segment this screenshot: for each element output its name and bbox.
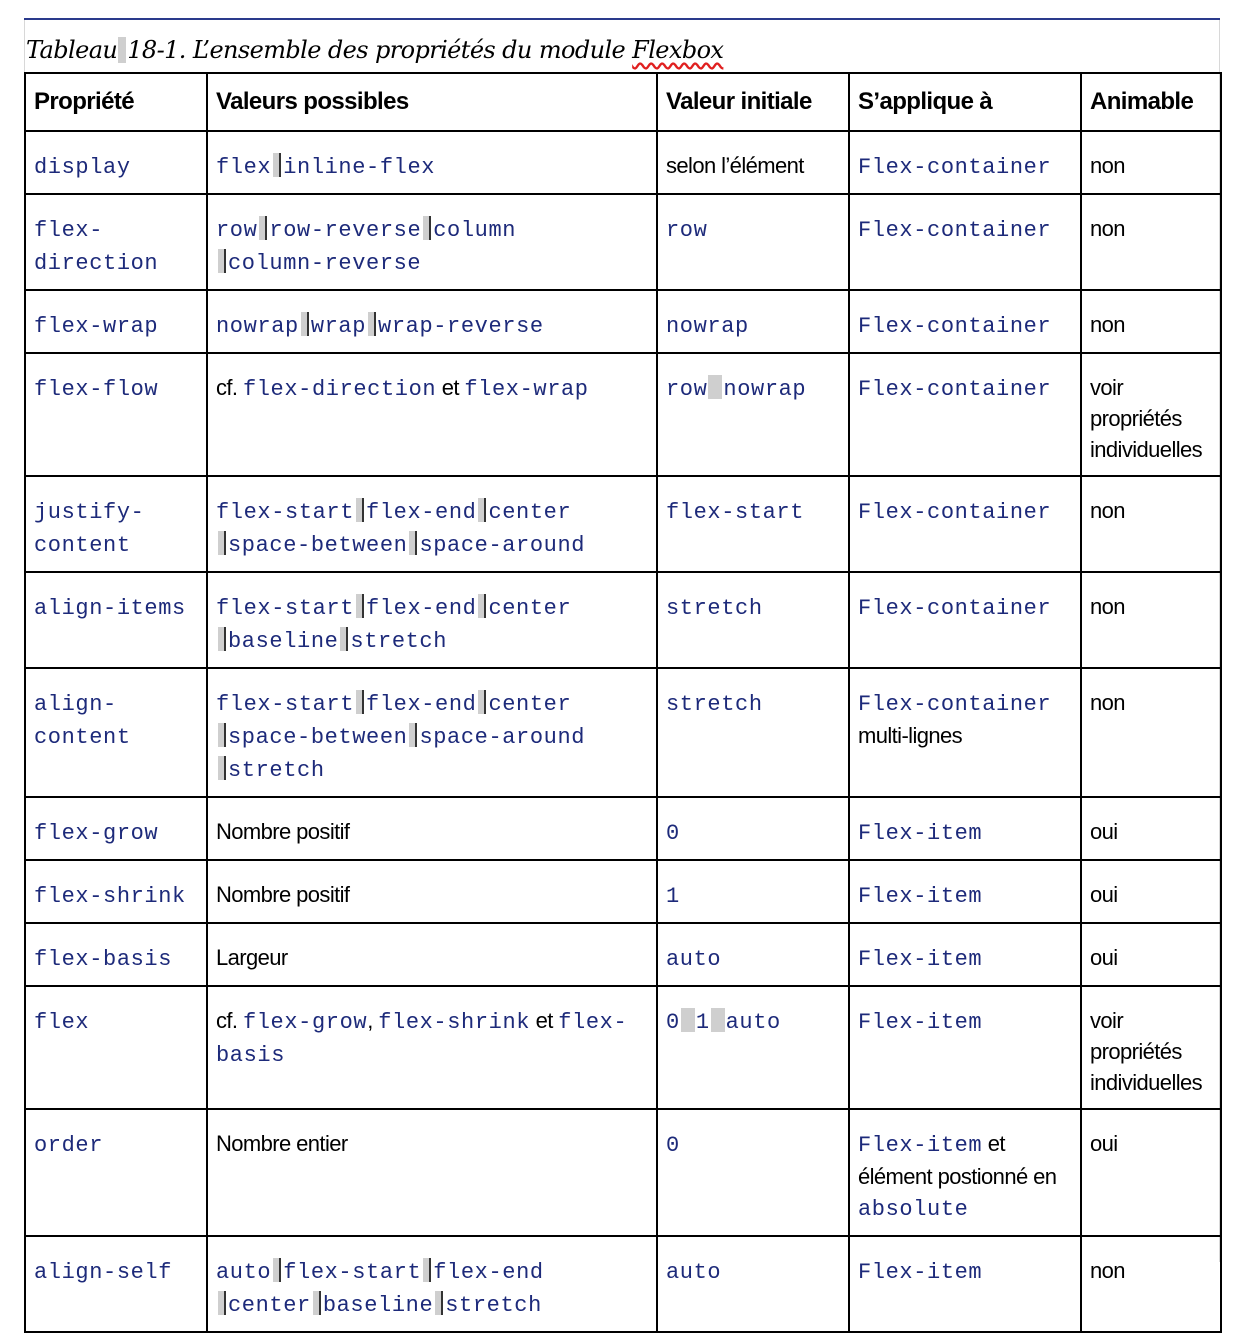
- prop-name: content: [34, 533, 131, 558]
- applies-cell: [849, 1109, 1081, 1236]
- applies-value: Flex-item: [858, 884, 983, 909]
- anim-value: non: [1090, 153, 1125, 178]
- anim-value: propriétés: [1090, 406, 1182, 431]
- prop-name: align-: [34, 692, 117, 717]
- value-token: stretch: [350, 629, 448, 654]
- values-cell: [207, 290, 657, 353]
- caption-title-emphasis: Flexbox: [632, 36, 724, 64]
- value-token: space-around: [419, 533, 586, 558]
- anim-cell: [1081, 476, 1221, 572]
- header-applique: S’applique à: [849, 73, 1081, 131]
- anim-cell: [1081, 986, 1221, 1109]
- anim-value: non: [1090, 498, 1125, 523]
- separator: [218, 756, 226, 780]
- caption-title: 18-1. L’ensemble des propriétés du module: [127, 36, 633, 64]
- applies-value: absolute: [858, 1197, 969, 1222]
- value-token: flex-grow: [242, 1010, 368, 1035]
- value-text: et: [535, 1008, 553, 1033]
- anim-cell: [1081, 1109, 1221, 1236]
- initial-cell: [657, 1109, 849, 1236]
- separator: [409, 723, 417, 747]
- initial-cell: [657, 476, 849, 572]
- initial-cell: [657, 668, 849, 797]
- prop-cell: [25, 797, 207, 860]
- separator: [218, 531, 226, 555]
- initial-cell: [657, 923, 849, 986]
- table-row: [25, 353, 1221, 476]
- initial-cell: [657, 860, 849, 923]
- prop-name: content: [34, 725, 131, 750]
- applies-value: Flex-container: [858, 314, 1052, 339]
- value-token: flex-shrink: [378, 1010, 531, 1035]
- applies-cell: [849, 194, 1081, 290]
- table-row: [25, 131, 1221, 194]
- value-token: wrap: [310, 314, 367, 339]
- value-token: flex-end: [366, 692, 477, 717]
- table-row: [25, 290, 1221, 353]
- applies-value: Flex-item: [858, 821, 983, 846]
- separator: [478, 690, 486, 714]
- prop-cell: [25, 476, 207, 572]
- separator: [356, 594, 364, 618]
- value-token: flex-: [558, 1010, 628, 1035]
- applies-cell: [849, 290, 1081, 353]
- initial-value: 1: [695, 1010, 710, 1035]
- applies-cell: [849, 131, 1081, 194]
- prop-name: flex-basis: [34, 947, 173, 972]
- initial-value: auto: [666, 1260, 722, 1285]
- anim-value: voir: [1090, 375, 1124, 400]
- value-token: flex-start: [216, 500, 355, 525]
- anim-value: individuelles: [1090, 437, 1203, 462]
- anim-value: non: [1090, 312, 1125, 337]
- anim-value: non: [1090, 690, 1125, 715]
- value-token: space-between: [228, 725, 408, 750]
- applies-value: Flex-item: [858, 1010, 983, 1035]
- header-valeurs: Valeurs possibles: [207, 73, 657, 131]
- prop-cell: [25, 572, 207, 668]
- anim-cell: [1081, 797, 1221, 860]
- values-cell: [207, 572, 657, 668]
- value-token: center: [488, 596, 572, 621]
- initial-value: row: [666, 377, 708, 402]
- separator: [423, 216, 431, 240]
- anim-value: non: [1090, 594, 1125, 619]
- anim-cell: [1081, 668, 1221, 797]
- anim-value: oui: [1090, 819, 1118, 844]
- initial-value: 0: [666, 1133, 680, 1158]
- separator: [218, 1291, 226, 1315]
- value-token: column-reverse: [228, 251, 422, 276]
- value-token: row-reverse: [269, 218, 422, 243]
- table-row: [25, 1109, 1221, 1236]
- values-cell: [207, 353, 657, 476]
- prop-name: flex-flow: [34, 377, 159, 402]
- prop-cell: [25, 986, 207, 1109]
- value-token: flex-direction: [242, 377, 437, 402]
- space-marker: [681, 1008, 695, 1032]
- applies-cell: [849, 353, 1081, 476]
- initial-value: 0: [666, 1010, 680, 1035]
- applies-value: multi-lignes: [858, 723, 963, 748]
- anim-value: non: [1090, 1258, 1125, 1283]
- separator: [301, 312, 309, 336]
- top-rule: [24, 18, 1220, 20]
- applies-value: Flex-container: [858, 692, 1052, 717]
- value-token: auto: [216, 1260, 272, 1285]
- applies-value: et: [987, 1131, 1005, 1156]
- initial-value: auto: [725, 1010, 781, 1035]
- values-cell: [207, 131, 657, 194]
- applies-cell: [849, 1236, 1081, 1332]
- value-token: column: [433, 218, 517, 243]
- value-token: baseline: [228, 629, 339, 654]
- value-text: Nombre positif: [216, 819, 350, 844]
- separator: [435, 1291, 443, 1315]
- value-token: inline-flex: [283, 155, 436, 180]
- initial-cell: [657, 290, 849, 353]
- value-token: basis: [216, 1043, 286, 1068]
- prop-name: display: [34, 155, 131, 180]
- table-row: [25, 668, 1221, 797]
- anim-cell: [1081, 572, 1221, 668]
- prop-name: direction: [34, 251, 159, 276]
- anim-value: propriétés: [1090, 1039, 1182, 1064]
- initial-value: auto: [666, 947, 722, 972]
- prop-name: order: [34, 1133, 104, 1158]
- table-row: [25, 923, 1221, 986]
- anim-value: oui: [1090, 882, 1118, 907]
- separator: [218, 249, 226, 273]
- initial-value: stretch: [666, 692, 763, 717]
- initial-value: stretch: [666, 596, 763, 621]
- applies-value: Flex-container: [858, 155, 1052, 180]
- prop-name: align-self: [34, 1260, 173, 1285]
- prop-name: flex-: [34, 218, 104, 243]
- header-propriete: Propriété: [25, 73, 207, 131]
- anim-cell: [1081, 353, 1221, 476]
- value-text: cf.: [216, 375, 238, 400]
- applies-cell: [849, 572, 1081, 668]
- value-token: flex: [216, 155, 272, 180]
- prop-cell: [25, 1109, 207, 1236]
- value-token: flex-end: [433, 1260, 544, 1285]
- anim-cell: [1081, 860, 1221, 923]
- value-token: center: [228, 1293, 311, 1318]
- prop-name: justify-: [34, 500, 145, 525]
- separator: [218, 723, 226, 747]
- prop-cell: [25, 353, 207, 476]
- table-row: [25, 860, 1221, 923]
- value-token: stretch: [228, 758, 325, 783]
- separator: [313, 1291, 321, 1315]
- values-cell: [207, 476, 657, 572]
- value-token: center: [488, 692, 572, 717]
- anim-value: individuelles: [1090, 1070, 1203, 1095]
- initial-cell: [657, 194, 849, 290]
- anim-value: non: [1090, 216, 1125, 241]
- values-cell: [207, 1109, 657, 1236]
- applies-value: élément postionné en: [858, 1164, 1057, 1189]
- table-row: [25, 1236, 1221, 1332]
- value-token: flex-start: [283, 1260, 422, 1285]
- values-cell: [207, 1236, 657, 1332]
- value-token: flex-end: [366, 596, 477, 621]
- applies-value: Flex-container: [858, 596, 1052, 621]
- flexbox-properties-table: [24, 72, 1222, 1333]
- anim-value: oui: [1090, 1131, 1118, 1156]
- initial-cell: [657, 131, 849, 194]
- applies-value: Flex-container: [858, 500, 1052, 525]
- value-text: Nombre entier: [216, 1131, 348, 1156]
- prop-name: flex-grow: [34, 821, 159, 846]
- separator: [478, 594, 486, 618]
- space-marker: [708, 375, 722, 399]
- value-token: flex-start: [216, 692, 355, 717]
- anim-cell: [1081, 194, 1221, 290]
- prop-name: flex-wrap: [34, 314, 159, 339]
- applies-cell: [849, 476, 1081, 572]
- initial-cell: [657, 572, 849, 668]
- value-token: stretch: [445, 1293, 542, 1318]
- values-cell: [207, 860, 657, 923]
- initial-cell: [657, 1236, 849, 1332]
- applies-value: Flex-item: [858, 1133, 983, 1158]
- table-header-row: [25, 73, 1221, 131]
- anim-value: oui: [1090, 945, 1118, 970]
- applies-cell: [849, 860, 1081, 923]
- initial-cell: [657, 986, 849, 1109]
- applies-value: Flex-item: [858, 947, 983, 972]
- anim-cell: [1081, 131, 1221, 194]
- value-token: nowrap: [216, 314, 299, 339]
- initial-value: 0: [666, 821, 680, 846]
- value-token: flex-end: [366, 500, 477, 525]
- table-row: [25, 194, 1221, 290]
- value-token: center: [488, 500, 572, 525]
- separator: [356, 690, 364, 714]
- table-row: [25, 476, 1221, 572]
- applies-value: Flex-container: [858, 377, 1052, 402]
- values-cell: [207, 923, 657, 986]
- separator: [478, 498, 486, 522]
- initial-cell: [657, 797, 849, 860]
- value-token: wrap-reverse: [378, 314, 544, 339]
- space-marker: [711, 1008, 725, 1032]
- value-token: flex-wrap: [464, 377, 589, 402]
- caption-label: Tableau: [26, 36, 118, 64]
- separator: [218, 627, 226, 651]
- value-text: ,: [367, 1008, 373, 1033]
- applies-value: Flex-container: [858, 218, 1052, 243]
- separator: [368, 312, 376, 336]
- caption-gap: [118, 37, 126, 63]
- prop-cell: [25, 860, 207, 923]
- table-row: [25, 572, 1221, 668]
- initial-value: nowrap: [666, 314, 749, 339]
- prop-name: align-items: [34, 596, 186, 621]
- prop-name: flex: [34, 1010, 90, 1035]
- value-token: space-between: [228, 533, 408, 558]
- header-initiale: Valeur initiale: [657, 73, 849, 131]
- prop-name: flex-shrink: [34, 884, 186, 909]
- value-text: Nombre positif: [216, 882, 350, 907]
- values-cell: [207, 986, 657, 1109]
- value-text: Largeur: [216, 945, 288, 970]
- applies-value: Flex-item: [858, 1260, 983, 1285]
- value-text: cf.: [216, 1008, 238, 1033]
- applies-cell: [849, 923, 1081, 986]
- prop-cell: [25, 668, 207, 797]
- value-token: space-around: [419, 725, 586, 750]
- separator: [340, 627, 348, 651]
- prop-cell: [25, 194, 207, 290]
- applies-cell: [849, 668, 1081, 797]
- header-animable: Animable: [1081, 73, 1221, 131]
- separator: [356, 498, 364, 522]
- anim-value: voir: [1090, 1008, 1124, 1033]
- value-text: et: [441, 375, 459, 400]
- initial-value: 1: [666, 884, 680, 909]
- value-token: flex-start: [216, 596, 355, 621]
- values-cell: [207, 797, 657, 860]
- anim-cell: [1081, 1236, 1221, 1332]
- prop-cell: [25, 1236, 207, 1332]
- initial-value: flex-start: [666, 500, 805, 525]
- table-row: [25, 986, 1221, 1109]
- anim-cell: [1081, 923, 1221, 986]
- anim-cell: [1081, 290, 1221, 353]
- values-cell: [207, 194, 657, 290]
- table-caption: [26, 36, 723, 64]
- value-token: row: [216, 218, 258, 243]
- separator: [259, 216, 267, 240]
- applies-cell: [849, 986, 1081, 1109]
- prop-cell: [25, 131, 207, 194]
- initial-cell: [657, 353, 849, 476]
- table-row: [25, 797, 1221, 860]
- initial-value: nowrap: [723, 377, 807, 402]
- separator: [273, 153, 281, 177]
- separator: [409, 531, 417, 555]
- value-token: baseline: [322, 1293, 434, 1318]
- initial-value: row: [666, 218, 708, 243]
- prop-cell: [25, 923, 207, 986]
- prop-cell: [25, 290, 207, 353]
- applies-cell: [849, 797, 1081, 860]
- values-cell: [207, 668, 657, 797]
- initial-value: selon l’élément: [666, 153, 804, 178]
